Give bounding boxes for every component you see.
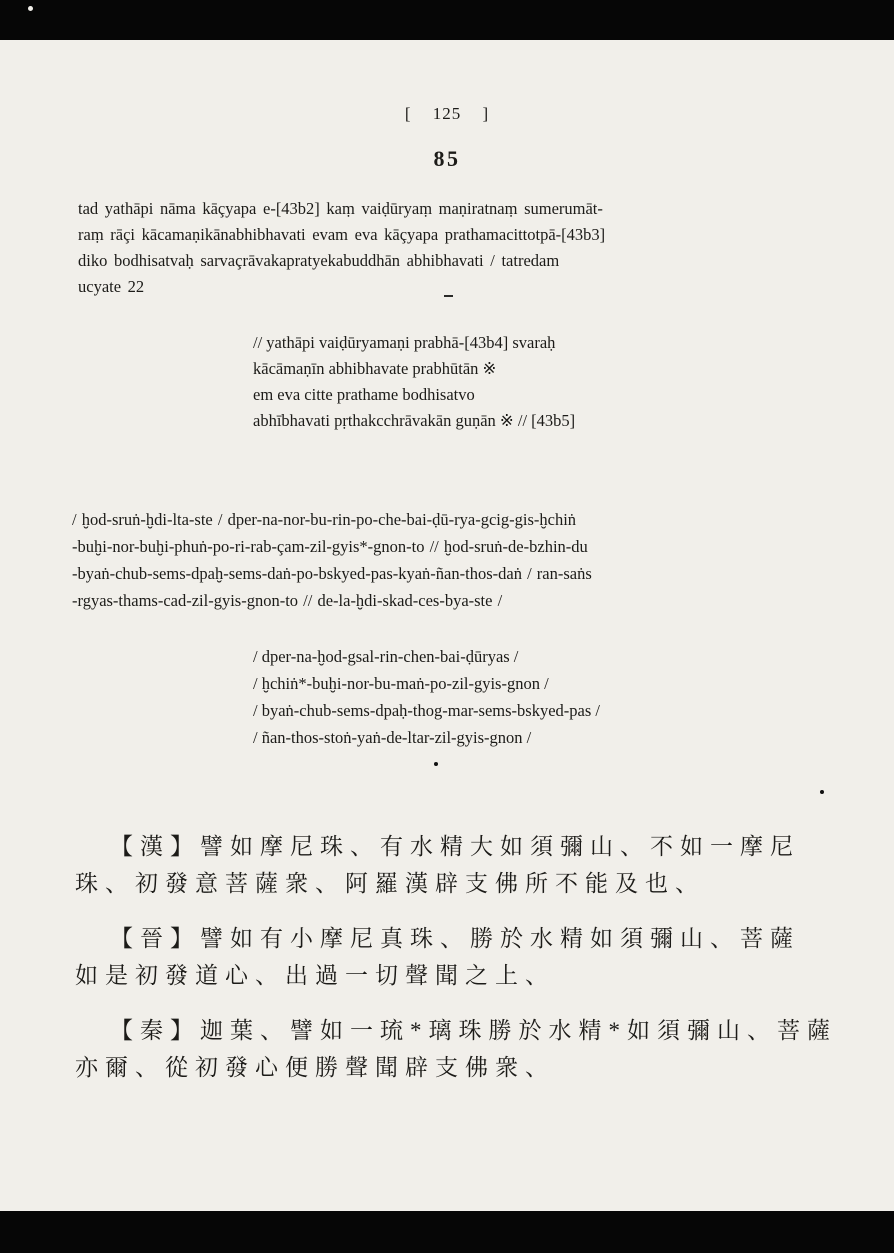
- ink-speck: [28, 6, 33, 11]
- text-line: 【晉】譬如有小摩尼真珠、勝於水精如須彌山、菩薩: [110, 926, 800, 951]
- ink-speck: [444, 295, 453, 297]
- text-line: abhībhavati pṛthakcchrāvakān guṇān ※ // [43b5]: [253, 411, 576, 430]
- text-line: kācāmaṇīn abhibhavate prabhūtān ※: [253, 359, 497, 378]
- sanskrit-prose-paragraph: [78, 196, 605, 300]
- text-line: 【漢】譬如摩尼珠、有水精大如須彌山、不如一摩尼: [110, 834, 800, 859]
- text-line: 【秦】迦葉、譬如一琉*璃珠勝於水精*如須彌山、菩薩: [110, 1018, 837, 1043]
- tibetan-prose-paragraph: [72, 506, 592, 614]
- page-number: [ 125 ]: [404, 104, 490, 123]
- text-line: / ḫod-sruṅ-ḫdi-lta-ste / dper-na-nor-bu-rin-po-che-bai-ḍū-rya-gcig-gis-ḫchiṅ: [72, 510, 577, 529]
- chinese-translation-qin: [75, 1012, 837, 1086]
- section-number: 85: [433, 146, 461, 171]
- text-line: raṃ rāçi kācamaṇikānabhibhavati evam eva kāçyapa prathamacittotpā-[43b3]: [78, 225, 606, 244]
- text-line: / ḫchiṅ*-buḫi-nor-bu-maṅ-po-zil-gyis-gnon /: [253, 674, 549, 693]
- text-line: -buḫi-nor-buḫi-phuṅ-po-ri-rab-çam-zil-gyis*-gnon-to // ḫod-sruṅ-de-bzhin-du: [72, 537, 588, 556]
- text-line: 亦爾、從初發心便勝聲聞辟支佛衆、: [75, 1055, 555, 1080]
- text-line: em eva citte prathame bodhisatvo: [253, 385, 475, 404]
- text-line: 珠、初發意菩薩衆、阿羅漢辟支佛所不能及也、: [75, 871, 705, 896]
- text-line: / byaṅ-chub-sems-dpaḥ-thog-mar-sems-bskyed-pas /: [253, 701, 600, 720]
- scan-artifact-bottom-bar: [0, 1211, 894, 1253]
- text-line: / ñan-thos-stoṅ-yaṅ-de-ltar-zil-gyis-gnon /: [253, 728, 532, 747]
- ink-speck: [820, 790, 824, 794]
- scan-artifact-top-bar: [0, 0, 894, 40]
- text-line: ucyate 22: [78, 277, 145, 296]
- text-line: tad yathāpi nāma kāçyapa e-[43b2] kaṃ vaiḍūryaṃ maṇiratnaṃ sumerumāt-: [78, 199, 603, 218]
- sanskrit-verse-stanza: [253, 330, 575, 434]
- text-line: -rgyas-thams-cad-zil-gyis-gnon-to // de-la-ḫdi-skad-ces-bya-ste /: [72, 591, 503, 610]
- ink-speck: [434, 762, 438, 766]
- text-line: / dper-na-ḫod-gsal-rin-chen-bai-ḍūryas /: [253, 647, 519, 666]
- chinese-translation-jin: [75, 920, 800, 994]
- chinese-translation-han: [75, 828, 800, 902]
- tibetan-verse-stanza: [253, 643, 600, 751]
- text-line: diko bodhisatvaḥ sarvaçrāvakapratyekabuddhān abhibhavati / tatredam: [78, 251, 560, 270]
- text-line: 如是初發道心、出過一切聲聞之上、: [75, 963, 555, 988]
- text-line: -byaṅ-chub-sems-dpaḫ-sems-daṅ-po-bskyed-pas-kyaṅ-ñan-thos-daṅ / ran-saṅs: [72, 564, 592, 583]
- text-line: // yathāpi vaiḍūryamaṇi prabhā-[43b4] svaraḥ: [253, 333, 556, 352]
